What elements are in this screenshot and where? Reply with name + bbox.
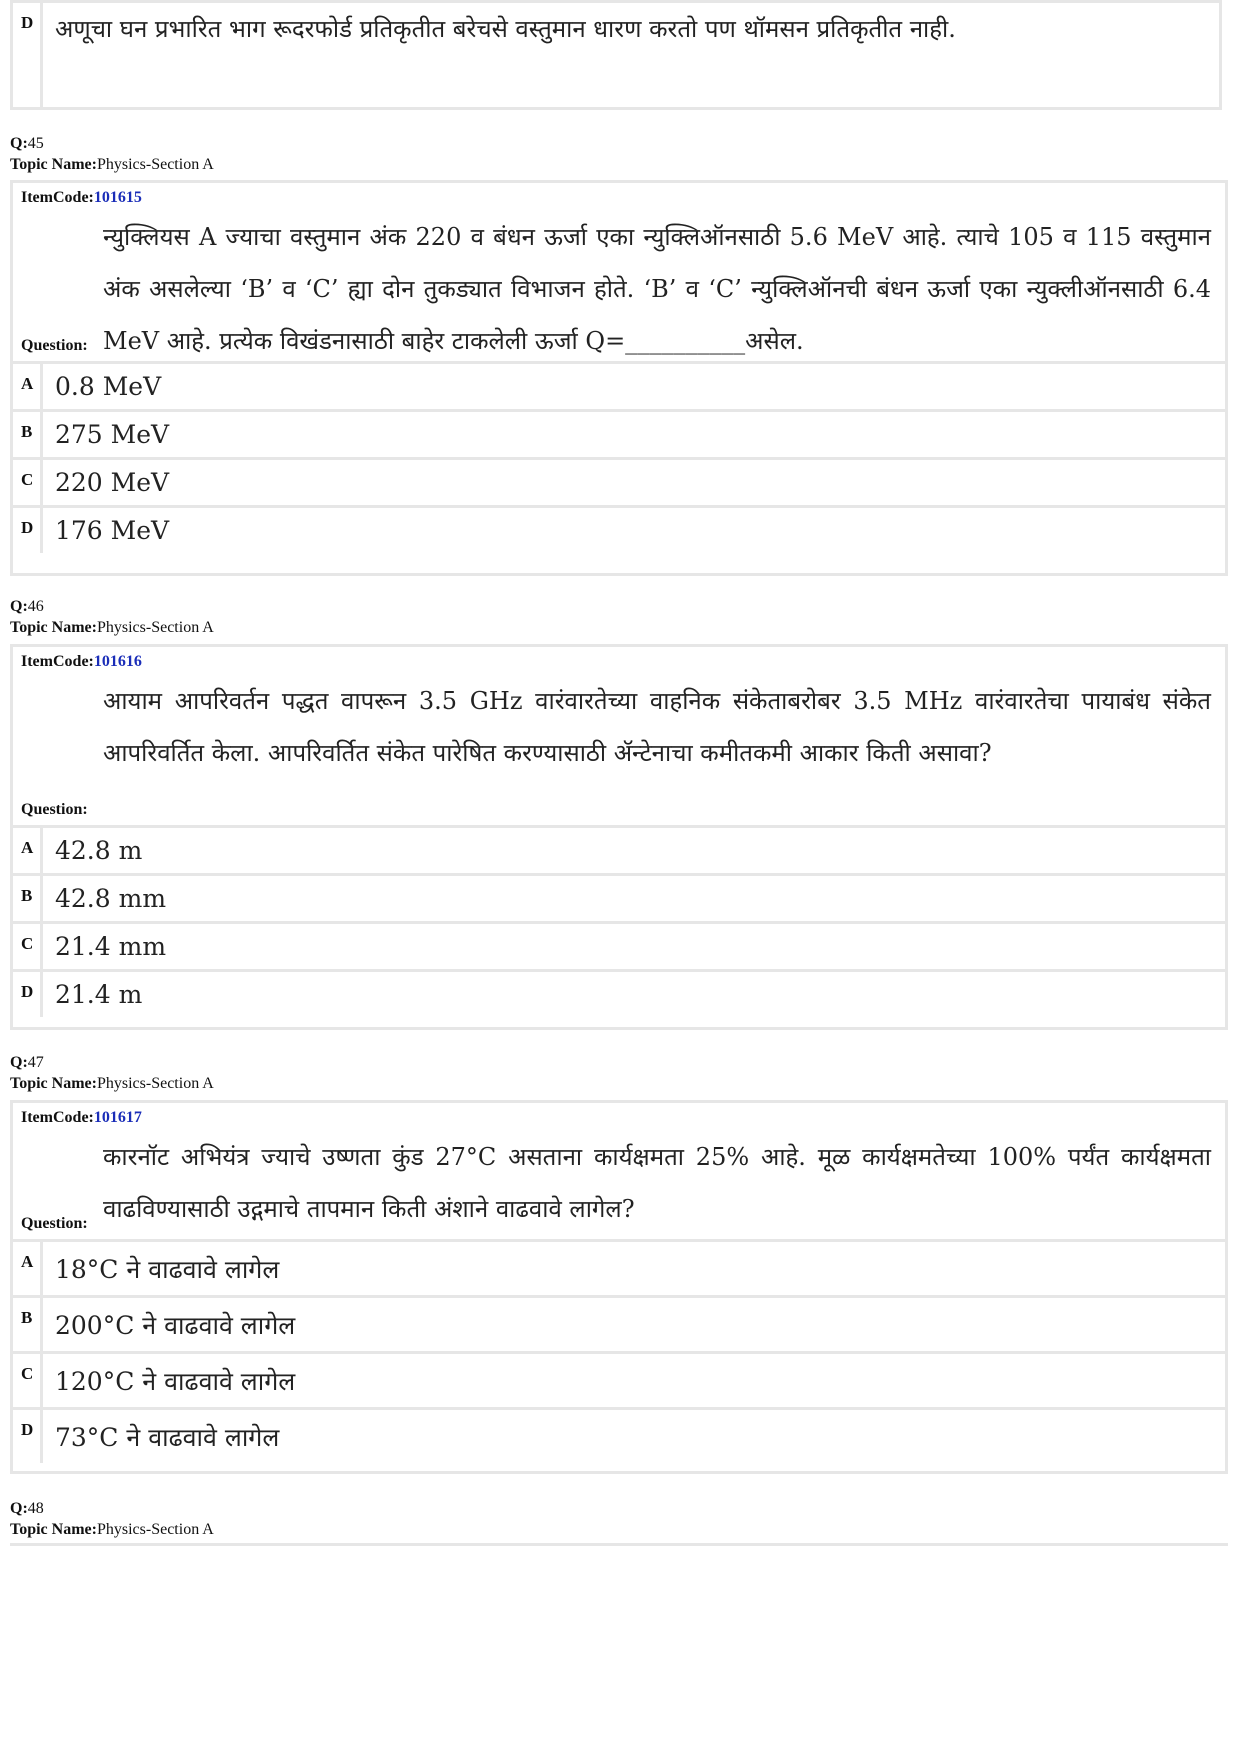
question-box — [10, 644, 1228, 1030]
option-text: 275 MeV — [55, 420, 170, 449]
option-row[interactable] — [13, 873, 1225, 921]
question-label: Question: — [21, 1215, 88, 1232]
option-letter: B — [13, 412, 43, 457]
option-row[interactable] — [13, 1351, 1225, 1407]
option-row[interactable] — [13, 1295, 1225, 1351]
option-letter: C — [13, 460, 43, 505]
topic-name: Physics-Section A — [96, 156, 214, 173]
option-row[interactable] — [13, 921, 1225, 969]
option-row[interactable] — [13, 457, 1225, 505]
question-box — [10, 180, 1228, 576]
question-text: आयाम आपरिवर्तन पद्धत वापरून 3.5 GHz वारंवारतेच्या वाहनिक संकेताबरोबर 3.5 MHz वारंवारतेचा पायाबंध संकेत आपरिवर्तित केला. आपरिवर्तित संकेत पारेषित करण्यासाठी ॲन्टेनाचा कमीतकमी आकार किती असावा? — [103, 687, 1211, 767]
option-text: 200°C ने वाढवावे लागेल — [55, 1310, 296, 1340]
question-header: Q:48 Topic Name:Physics-Section A — [10, 1500, 214, 1538]
item-code: ItemCode:101616 — [21, 653, 142, 670]
question-number: 45 — [27, 135, 44, 152]
option-letter: D — [13, 972, 43, 1017]
question-label: Question: — [21, 801, 88, 818]
option-row[interactable] — [13, 1407, 1225, 1463]
option-text: 21.4 m — [55, 980, 143, 1009]
option-letter: D — [13, 1410, 43, 1463]
option-text: 42.8 m — [55, 836, 143, 865]
option-letter: D — [13, 508, 43, 553]
option-letter: A — [13, 1242, 43, 1295]
option-text: 176 MeV — [55, 516, 170, 545]
topic-name: Physics-Section A — [96, 619, 214, 636]
option-letter: D — [13, 3, 43, 107]
option-row[interactable] — [13, 3, 1219, 107]
option-row[interactable] — [13, 361, 1225, 409]
question-text: न्युक्लियस A ज्याचा वस्तुमान अंक 220 व बंधन ऊर्जा एका न्युक्लिऑनसाठी 5.6 MeV आहे. त्याचे 105 व 115 वस्तुमान अंक असलेल्या ‘B’ व ‘C’ ह्या दोन तुकड्यात विभाजन होते. ‘B’ व ‘C’ न्युक्लिऑनची बंधन ऊर्जा एका न्युक्लीऑनसाठी 6.4 MeV आहे. प्रत्येक विखंडनासाठी बाहेर टाकलेली ऊर्जा Q=__________असेल. — [103, 223, 1211, 355]
option-letter: A — [13, 828, 43, 873]
option-text: 18°C ने वाढवावे लागेल — [55, 1254, 280, 1284]
question-box — [10, 1100, 1228, 1474]
option-text: अणूचा घन प्रभारित भाग रूदरफोर्ड प्रतिकृतीत बरेचसे वस्तुमान धारण करतो पण थॉमसन प्रतिकृतीत नाही. — [55, 15, 956, 43]
option-row[interactable] — [13, 969, 1225, 1017]
item-code: ItemCode:101617 — [21, 1109, 142, 1126]
option-text: 42.8 mm — [55, 884, 167, 913]
option-text: 120°C ने वाढवावे लागेल — [55, 1366, 296, 1396]
option-letter: C — [13, 1354, 43, 1407]
topic-name: Physics-Section A — [96, 1075, 214, 1092]
question-number: 48 — [27, 1500, 44, 1517]
divider — [10, 1543, 1228, 1546]
question-label: Question: — [21, 337, 88, 354]
option-row[interactable] — [13, 409, 1225, 457]
option-text: 21.4 mm — [55, 932, 167, 961]
option-letter: A — [13, 364, 43, 409]
option-row[interactable] — [13, 1239, 1225, 1295]
question-header: Q:47 Topic Name:Physics-Section A — [10, 1054, 214, 1092]
item-code: ItemCode:101615 — [21, 189, 142, 206]
option-text: 73°C ने वाढवावे लागेल — [55, 1422, 280, 1452]
question-header: Q:46 Topic Name:Physics-Section A — [10, 598, 214, 636]
question-number: 46 — [27, 598, 44, 615]
option-row[interactable] — [13, 505, 1225, 553]
question-header: Q:45 Topic Name:Physics-Section A — [10, 135, 214, 173]
option-text: 0.8 MeV — [55, 372, 162, 401]
option-row[interactable] — [13, 825, 1225, 873]
question-text: कारनॉट अभियंत्र ज्याचे उष्णता कुंड 27°C असताना कार्यक्षमता 25% आहे. मूळ कार्यक्षमतेच्या 100% पर्यंत कार्यक्षमता वाढविण्यासाठी उद्गमाचे तापमान किती अंशाने वाढवावे लागेल? — [103, 1143, 1211, 1223]
prev-option-box — [10, 0, 1222, 110]
option-letter: B — [13, 1298, 43, 1351]
question-number: 47 — [27, 1054, 44, 1071]
option-text: 220 MeV — [55, 468, 170, 497]
option-letter: B — [13, 876, 43, 921]
option-letter: C — [13, 924, 43, 969]
topic-name: Physics-Section A — [96, 1521, 214, 1538]
